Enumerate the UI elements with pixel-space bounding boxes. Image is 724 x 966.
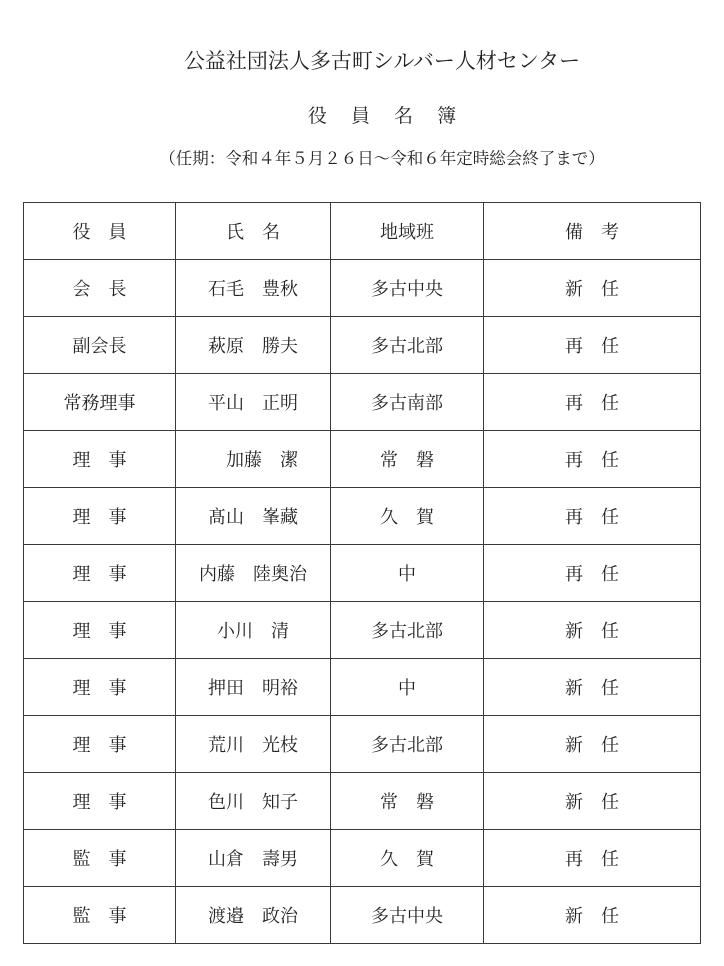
cell-role: 理 事 (24, 488, 176, 545)
cell-note: 再 任 (484, 545, 701, 602)
cell-area: 久 賀 (331, 488, 484, 545)
organization-name: 公益社団法人多古町シルバー人材センター (183, 49, 581, 73)
table-row (24, 431, 701, 488)
cell-area: 多古南部 (331, 374, 484, 431)
cell-role: 理 事 (24, 602, 176, 659)
cell-role: 常務理事 (24, 374, 176, 431)
cell-name: 内藤 陸奥治 (176, 545, 331, 602)
cell-area: 久 賀 (331, 830, 484, 887)
cell-note: 新 任 (484, 773, 701, 830)
table-row (24, 374, 701, 431)
table-row (24, 887, 701, 944)
cell-role: 理 事 (24, 545, 176, 602)
cell-area: 常 磐 (331, 773, 484, 830)
cell-note: 新 任 (484, 602, 701, 659)
cell-role: 理 事 (24, 659, 176, 716)
cell-role: 理 事 (24, 773, 176, 830)
cell-name: 小川 清 (176, 602, 331, 659)
cell-area: 多古北部 (331, 602, 484, 659)
column-header-note: 備 考 (484, 203, 701, 260)
cell-area: 多古北部 (331, 317, 484, 374)
cell-area: 多古中央 (331, 260, 484, 317)
cell-name: 山倉 壽男 (176, 830, 331, 887)
cell-area: 多古中央 (331, 887, 484, 944)
cell-note: 新 任 (484, 260, 701, 317)
cell-note: 再 任 (484, 488, 701, 545)
table-header-row (24, 203, 701, 260)
cell-note: 再 任 (484, 317, 701, 374)
cell-note: 新 任 (484, 887, 701, 944)
column-header-name: 氏 名 (176, 203, 331, 260)
table-row (24, 488, 701, 545)
cell-name: 平山 正明 (176, 374, 331, 431)
table-row (24, 317, 701, 374)
cell-role: 監 事 (24, 830, 176, 887)
cell-role: 会 長 (24, 260, 176, 317)
table-row (24, 830, 701, 887)
cell-area: 常 磐 (331, 431, 484, 488)
cell-name: 萩原 勝夫 (176, 317, 331, 374)
cell-name: 石毛 豊秋 (176, 260, 331, 317)
title-char: 員 (350, 105, 370, 127)
cell-name: 渡邉 政治 (176, 887, 331, 944)
cell-role: 理 事 (24, 716, 176, 773)
cell-name: 荒川 光枝 (176, 716, 331, 773)
cell-name: 押田 明裕 (176, 659, 331, 716)
term-of-office: （任期：令和４年５月２６日～令和６年定時総会終了まで） (159, 149, 605, 168)
cell-note: 新 任 (484, 716, 701, 773)
document-title (0, 102, 724, 130)
table-row (24, 602, 701, 659)
cell-role: 副会長 (24, 317, 176, 374)
table-row (24, 545, 701, 602)
cell-area: 多古北部 (331, 716, 484, 773)
title-char: 名 (394, 105, 414, 127)
cell-note: 再 任 (484, 374, 701, 431)
cell-area: 中 (331, 659, 484, 716)
officer-roster-table (23, 202, 701, 944)
cell-note: 再 任 (484, 830, 701, 887)
title-char: 簿 (437, 105, 457, 127)
title-char: 役 (307, 105, 327, 127)
cell-note: 再 任 (484, 431, 701, 488)
column-header-role: 役 員 (24, 203, 176, 260)
table-row (24, 260, 701, 317)
table-row (24, 659, 701, 716)
cell-role: 理 事 (24, 431, 176, 488)
column-header-area: 地域班 (331, 203, 484, 260)
cell-name: 髙山 峯藏 (176, 488, 331, 545)
cell-area: 中 (331, 545, 484, 602)
cell-name: 色川 知子 (176, 773, 331, 830)
cell-note: 新 任 (484, 659, 701, 716)
cell-role: 監 事 (24, 887, 176, 944)
cell-name: 加藤 潔 (176, 431, 331, 488)
table-row (24, 716, 701, 773)
table-row (24, 773, 701, 830)
